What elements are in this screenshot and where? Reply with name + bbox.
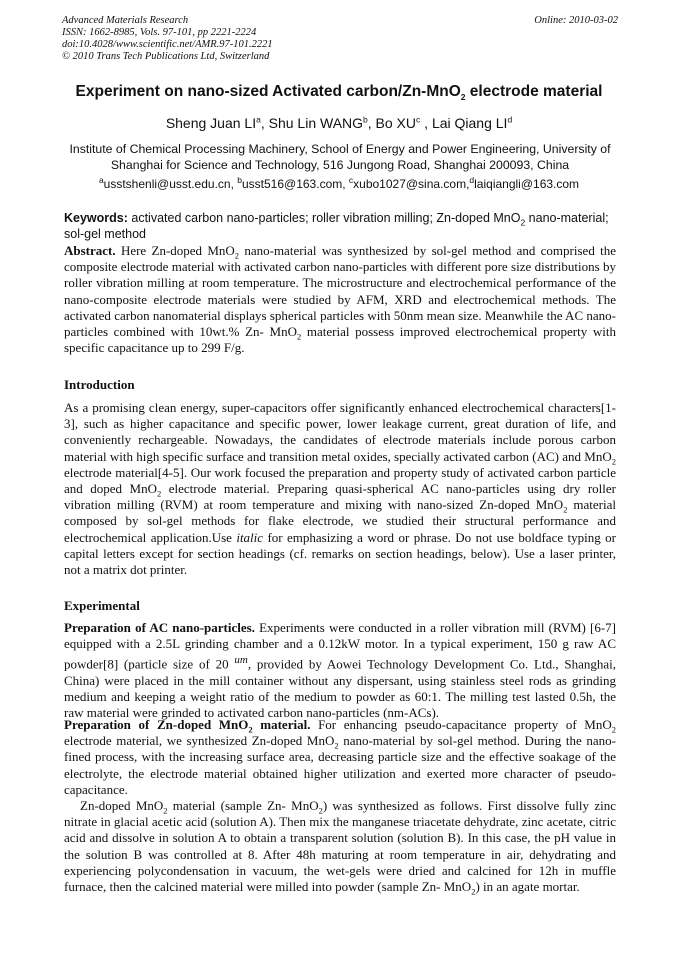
subscript: 2 bbox=[563, 504, 568, 515]
subsection-label bbox=[64, 717, 311, 735]
title-tail: electrode material bbox=[465, 83, 603, 100]
body-text: For enhancing pseudo-capacitance property of MnO bbox=[310, 717, 612, 732]
author-mark: d bbox=[507, 114, 513, 125]
author-separator: , bbox=[420, 115, 432, 131]
author-separator: , bbox=[367, 115, 376, 131]
introduction-paragraph bbox=[64, 400, 616, 578]
affiliation-line: Shanghai for Science and Technology, 516 Jungong Road, Shanghai 200093, China bbox=[110, 158, 570, 172]
email-mark: d bbox=[469, 175, 475, 185]
author-mark: b bbox=[363, 114, 368, 125]
doi-line: doi:10.4028/www.scientific.net/AMR.97-101.2221 bbox=[62, 39, 273, 50]
zn-synthesis-paragraph bbox=[64, 798, 616, 895]
subscript: 2 bbox=[611, 724, 616, 735]
label-text: Preparation of Zn-doped MnO bbox=[64, 717, 249, 732]
subsection-label: Preparation of AC nano-particles. bbox=[64, 620, 255, 635]
email-address: xubo1027@sina.com, bbox=[353, 177, 470, 191]
keywords-label: Keywords: bbox=[64, 211, 128, 225]
subscript: 2 bbox=[248, 724, 253, 735]
title-subscript: 2 bbox=[460, 92, 466, 103]
abstract-label: Abstract. bbox=[64, 243, 116, 258]
ac-preparation-paragraph bbox=[64, 620, 616, 722]
abstract-text: material possess improved electrochemical property with specific capacitance up to 299 F/g. bbox=[64, 324, 616, 356]
keywords-text: nano-material; sol-gel method bbox=[64, 211, 609, 241]
body-text: electrode material, we synthesized Zn-doped MnO bbox=[64, 733, 335, 749]
email-address: laiqiangli@163.com bbox=[474, 177, 580, 191]
author-name: Shu Lin WANG bbox=[268, 115, 364, 131]
body-text: electrode material. Preparing quasi-spherical AC nano-particles using dry roller vibration milling (RVM) at room temperature and mixing with nano-sized Zn-doped MnO bbox=[64, 481, 616, 513]
author-separator: , bbox=[260, 115, 269, 131]
online-date: Online: 2010-03-02 bbox=[534, 15, 618, 26]
subscript: 2 bbox=[296, 331, 302, 342]
issn-line: ISSN: 1662-8985, Vols. 97-101, pp 2221-2224 bbox=[62, 27, 257, 38]
keywords-text: activated carbon nano-particles; roller vibration milling; Zn-doped MnO bbox=[127, 211, 521, 225]
affiliation bbox=[62, 141, 618, 173]
body-text: electrode material[4-5]. Our work focused the preparation and property study of activated carbon particle and doped MnO bbox=[64, 464, 616, 497]
email-list bbox=[40, 177, 638, 191]
author-mark: c bbox=[416, 114, 421, 125]
body-text: for emphasizing a word or phrase. Do not use boldface typing or capital letters except for section headings (cf. remarks on section headings, below). Use a laser printer, not a matrix dot printer. bbox=[64, 529, 616, 578]
body-text: material composed by sol-gel methods for flake electrode, we studied their structural performance and electrochemical application.Use bbox=[64, 497, 616, 545]
author-mark: a bbox=[256, 114, 261, 125]
body-text: ) in an agate mortar. bbox=[475, 879, 580, 895]
body-text: As a promising clean energy, super-capacitors offer significantly enhanced electrochemical characters[1-3], such as higher capacitance and specific power, lower leakage current, great duration of life, and conveniently rechargeable. Nowadays, the candidates of electrode materials include porous carbon material with high specific surface and transition metal oxides, specially activated carbon (AC) and MnO bbox=[64, 400, 616, 464]
body-text: , provided by Aowei Technology Development Co. Ltd., Shanghai, China) were placed in the mill container without any dispersant, using stainless steel rods as grinding medium and keeping a weight ratio of the medium to powder as 60:1. The milling test lasted 0.5h, the raw material were grinded to activated carbon nano-particles (nm-ACs). bbox=[64, 656, 616, 721]
body-text: ) was synthesized as follows. First dissolve fully zinc nitrate in glacial acetic acid (solution A). Then mix the manganese triacetate dehydrate, zinc acetate, citric acid and dissolve in solution A to obtain a transparent solution (solution B). In this case, the pH value in the solution B was controlled at 8. After 48h maturing at room temperature in air, dehydrating and experiencing polycondensation in vacuum, the wet-gels were dried and calcined for 12h in muffle furnace, then the calcined material were milled into powder (sample Zn- MnO bbox=[64, 798, 616, 895]
abstract-text: nano-material was synthesized by sol-gel method and comprised the composite electrode material with activated carbon nano-particles with different pore size distributions by roller vibration milling at room temperature. The microstructure and electrochemical performance of the nano-composite electrode materials were studied by AFM, XRD and electrochemical methods. The activated carbon nanomaterial displays spherical particles with 50nm mean size. Meanwhile the AC nano-particles combined with 10wt.% Zn- MnO bbox=[64, 243, 616, 340]
subscript: 2 bbox=[611, 456, 616, 467]
author-name: Bo XU bbox=[375, 115, 417, 131]
keywords-subscript: 2 bbox=[520, 217, 526, 228]
abstract-text: Here Zn-doped MnO bbox=[115, 243, 235, 258]
body-text: Experiments were conducted in a roller vibration mill (RVM) [6-7] equipped with a 2.5L grinding chamber and a 0.12kW motor. In a typical experiment, 150 g raw AC powder[8] (particle size of 20 bbox=[64, 620, 616, 672]
keywords bbox=[64, 210, 616, 242]
author-name: Lai Qiang LI bbox=[431, 115, 508, 131]
running-header bbox=[62, 15, 618, 63]
email-mark: c bbox=[348, 175, 354, 185]
subscript: 2 bbox=[234, 250, 240, 261]
unit-text: um bbox=[234, 654, 248, 667]
subscript: 2 bbox=[156, 488, 162, 499]
paper-title bbox=[40, 83, 638, 101]
copyright-line: © 2010 Trans Tech Publications Ltd, Switzerland bbox=[62, 51, 270, 62]
subscript: 2 bbox=[471, 886, 476, 897]
title-main: Experiment on nano-sized Activated carbon/Zn-MnO bbox=[75, 83, 461, 100]
email-mark: a bbox=[98, 175, 104, 185]
email-address: usstshenli@usst.edu.cn, bbox=[103, 177, 238, 191]
introduction-heading: Introduction bbox=[64, 377, 135, 392]
experimental-heading: Experimental bbox=[64, 598, 140, 613]
body-text: Zn-doped MnO bbox=[80, 798, 164, 813]
email-mark: b bbox=[237, 175, 242, 185]
body-text: material (sample Zn- MnO bbox=[167, 798, 319, 813]
subscript: 2 bbox=[318, 805, 323, 816]
affiliation-line: Institute of Chemical Processing Machinery, School of Energy and Power Engineering, University of bbox=[69, 142, 611, 156]
italic-word: italic bbox=[236, 529, 264, 545]
author-list bbox=[40, 115, 638, 131]
abstract bbox=[64, 243, 616, 356]
label-text: material. bbox=[252, 717, 311, 732]
email-address: usst516@163.com, bbox=[242, 177, 349, 191]
body-text: nano-material by sol-gel method. During the nano-fined process, with the increasing surface area, decreasing particle size and the effective soakage of the electrolyte, the electrode material obtained higher utilization and exerted more character of pseudo-capacitance. bbox=[64, 733, 616, 797]
journal-name: Advanced Materials Research bbox=[62, 15, 189, 26]
subscript: 2 bbox=[163, 805, 168, 816]
subscript: 2 bbox=[334, 740, 339, 751]
zn-preparation-paragraph bbox=[64, 717, 616, 798]
author-name: Sheng Juan LI bbox=[165, 115, 257, 131]
